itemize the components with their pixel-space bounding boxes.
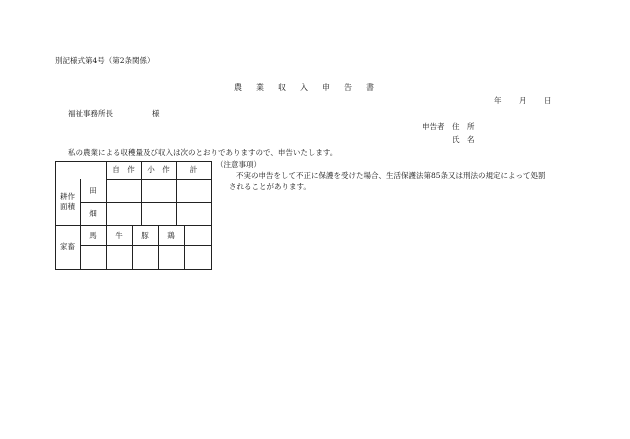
- livestock-cattle: 牛: [115, 231, 123, 240]
- header-tenant: 小 作: [147, 165, 170, 174]
- addressee-honorific: 様: [152, 109, 160, 118]
- addressee-office: 福祉事務所長: [68, 109, 113, 118]
- livestock-horse: 馬: [89, 231, 97, 240]
- title-char: 農: [234, 83, 242, 92]
- title-char: 書: [366, 83, 374, 92]
- header-owned: 自 作: [112, 165, 135, 174]
- document-title: [234, 84, 388, 92]
- declarant-name-label: 氏 名: [452, 135, 475, 144]
- date-day-label: 日: [544, 96, 552, 105]
- cultivated-area-label-2: 面積: [60, 202, 75, 211]
- notes-line-1: 不実の申告をして不正に保護を受けた場合、生活保護法第85条又は刑法の規定によって処罰: [236, 171, 546, 180]
- row-label-upland-field: 畑: [89, 209, 97, 218]
- header-total: 計: [189, 165, 198, 174]
- title-char: 入: [300, 83, 308, 92]
- title-char: 業: [256, 83, 264, 92]
- livestock-label: 家畜: [60, 242, 75, 251]
- livestock-chicken: 鶏: [167, 231, 175, 240]
- notes-heading: （注意事項）: [216, 160, 261, 169]
- notes-line-2: されることがあります。: [229, 182, 311, 191]
- livestock-pig: 豚: [141, 231, 149, 240]
- row-label-rice-field: 田: [89, 186, 97, 195]
- declarant-label: 申告者: [422, 122, 445, 131]
- date-month-label: 月: [519, 96, 527, 105]
- title-char: 収: [278, 83, 286, 92]
- form-reference: 別記様式第4号（第2条関係）: [55, 56, 155, 65]
- cultivated-area-label-1: 耕作: [60, 192, 75, 201]
- title-char: 申: [322, 83, 330, 92]
- title-char: 告: [344, 83, 352, 92]
- declarant-address-label: 住 所: [452, 122, 475, 131]
- date-year-label: 年: [494, 96, 502, 105]
- declaration-statement: 私の農業による収穫量及び収入は次のとおりでありますので、申告いたします。: [68, 148, 338, 157]
